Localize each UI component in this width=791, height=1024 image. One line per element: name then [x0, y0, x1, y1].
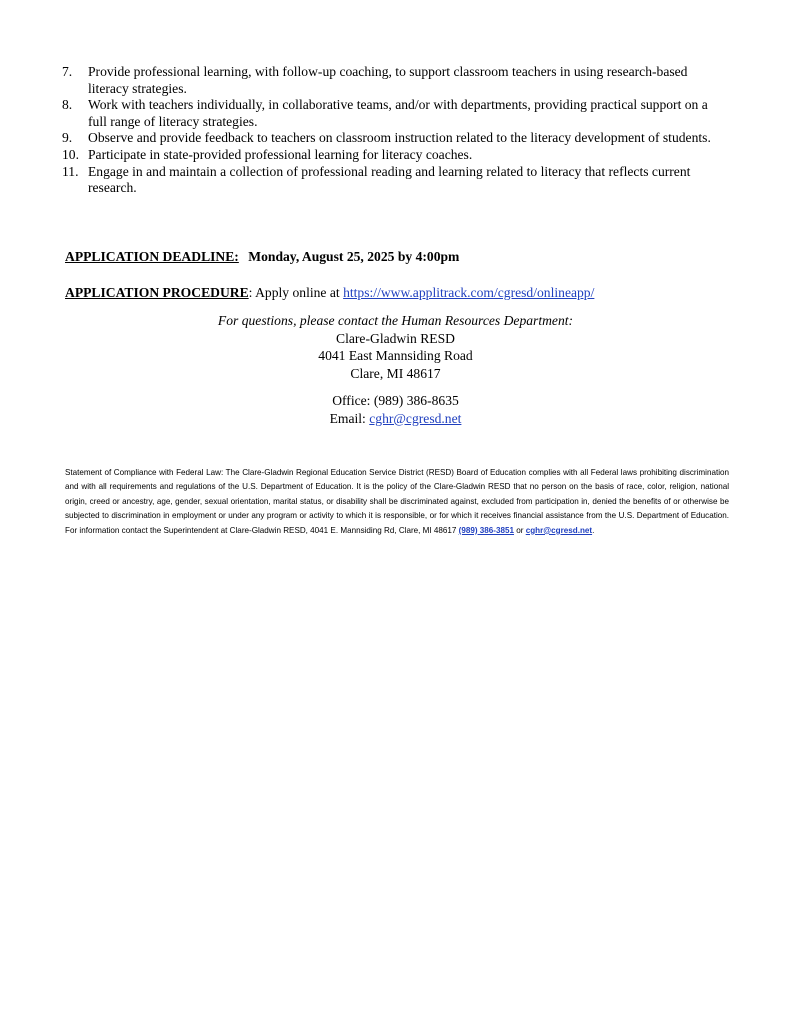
duties-list [62, 64, 730, 197]
compliance-text: Statement of Compliance with Federal Law: The Clare-Gladwin Regional Education Service District (RESD) Board of Education complies with all Federal laws prohibiting discrimination and with all requirements and regulations of the U.S. Department of Education. It is the policy of the Clare-Gladwin RESD that no person on the basis of race, color, religion, national origin, creed or ancestry, age, gender, sexual orientation, marital status, or disability shall be discriminated against, excluded from participation in, denied the benefits of or otherwise be subjected to discrimination in employment or under any program or activity to which it is responsible, or for which it receives financial assistance from the U.S. Department of Education. For information contact the Superintendent at Clare-Gladwin RESD, 4041 E. Mannsiding Rd, Clare, MI 48617 [65, 468, 729, 535]
application-procedure [65, 284, 594, 301]
office-block [0, 392, 791, 427]
list-item-text: Provide professional learning, with follow-up coaching, to support classroom teachers in using research-based literacy strategies. [88, 64, 688, 96]
list-item-number: 9. [62, 130, 73, 146]
compliance-statement [65, 466, 729, 538]
list-item-text: Observe and provide feedback to teachers on classroom instruction related to the literacy development of students. [88, 130, 711, 146]
compliance-phone-link[interactable]: (989) 386-3851 [458, 525, 515, 535]
contact-block [0, 312, 791, 382]
email-link[interactable]: cghr@cgresd.net [369, 410, 462, 426]
contact-street: 4041 East Mannsiding Road [318, 348, 473, 363]
list-item [62, 64, 730, 97]
list-item [62, 130, 730, 147]
application-link[interactable]: https://www.applitrack.com/cgresd/onlineapp/ [343, 285, 595, 300]
office-phone: Office: (989) 386-8635 [332, 393, 459, 408]
list-item [62, 164, 730, 197]
list-item-number: 11. [62, 163, 79, 179]
procedure-colon: : [248, 285, 253, 300]
list-item-text: Engage in and maintain a collection of professional reading and learning related to literacy that reflects current research. [88, 163, 691, 196]
list-item-number: 8. [62, 97, 73, 113]
application-deadline [65, 248, 459, 265]
deadline-label: APPLICATION DEADLINE: [65, 249, 239, 264]
list-item [62, 147, 730, 164]
compliance-email-link[interactable]: cghr@cgresd.net [525, 525, 593, 535]
contact-org: Clare-Gladwin RESD [336, 330, 455, 346]
contact-city: Clare, MI 48617 [350, 365, 441, 381]
compliance-end: . [592, 525, 595, 535]
list-item-text: Participate in state-provided professional learning for literacy coaches. [88, 146, 473, 162]
procedure-label: APPLICATION PROCEDURE [65, 285, 249, 300]
list-item-number: 10. [62, 146, 79, 162]
email-label: Email: [329, 410, 366, 426]
list-item-number: 7. [62, 64, 73, 79]
list-item [62, 97, 730, 130]
list-item-text: Work with teachers individually, in collaborative teams, and/or with departments, providing practical support on a full range of literacy strategies. [88, 97, 708, 129]
deadline-value: Monday, August 25, 2025 by 4:00pm [248, 249, 460, 264]
email-line [0, 410, 791, 428]
procedure-text: Apply online at [255, 285, 340, 300]
contact-intro: For questions, please contact the Human Resources Department: [217, 313, 574, 328]
compliance-connector: or [516, 525, 524, 535]
